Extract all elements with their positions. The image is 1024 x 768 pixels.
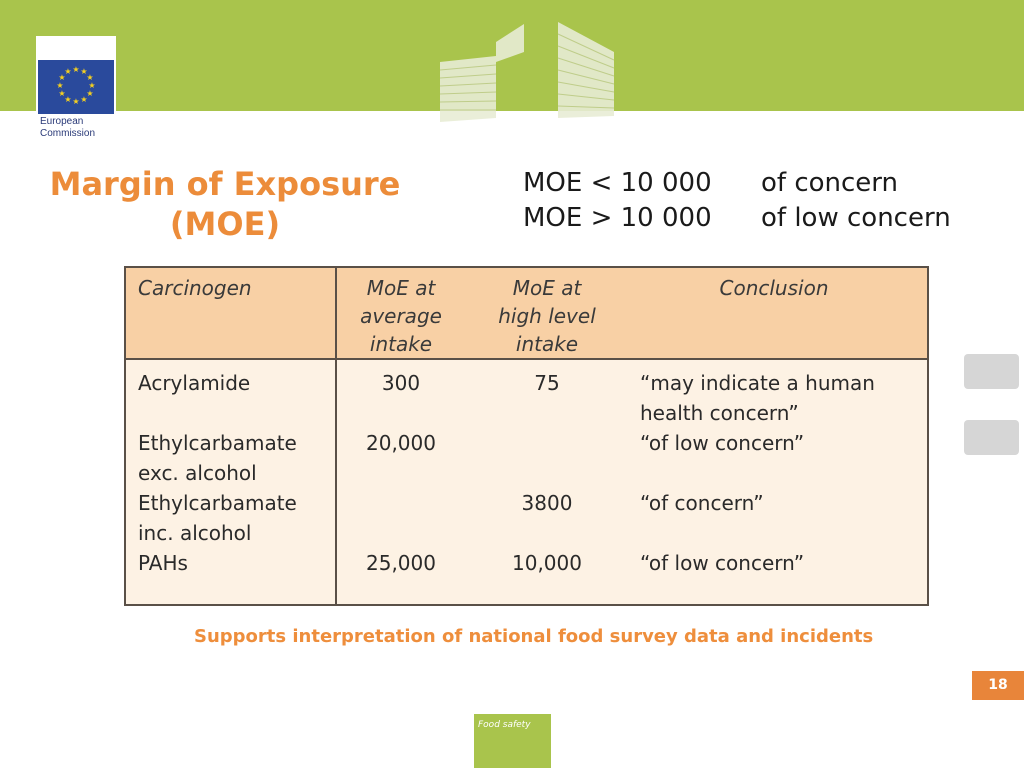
slide-title — [30, 164, 420, 244]
criteria-row — [523, 166, 951, 201]
berlaymont-building-icon — [436, 22, 618, 148]
table-cell-conclusion: health concern” — [640, 401, 799, 425]
table-cell-high: 75 — [534, 371, 560, 395]
table-caption: Supports interpretation of national food survey data and incidents — [194, 626, 874, 647]
table-cell-conclusion: “may indicate a human — [640, 371, 875, 395]
criteria-meaning: of concern — [761, 168, 899, 198]
criteria-row — [523, 201, 951, 236]
table-cell-name: Ethylcarbamate — [138, 431, 297, 455]
table-cell-name: Acrylamide — [138, 371, 251, 395]
header-line: high level — [498, 304, 596, 328]
table-cell-name: Ethylcarbamate — [138, 491, 297, 515]
eu-flag-icon — [38, 60, 114, 114]
svg-text:★: ★ — [86, 89, 94, 98]
side-nav-tab[interactable] — [964, 354, 1019, 389]
header-line: average — [360, 304, 442, 328]
header-moe-average — [348, 274, 454, 358]
svg-text:★: ★ — [80, 67, 88, 76]
header-line: MoE at — [366, 276, 436, 300]
table-cell-avg: 300 — [381, 371, 421, 395]
moe-criteria — [523, 166, 951, 236]
criteria-meaning: of low concern — [761, 203, 951, 233]
header-moe-high — [482, 274, 612, 358]
table-cell-conclusion: “of low concern” — [640, 551, 805, 575]
page-number: 18 — [972, 671, 1024, 700]
logo-line-1: European — [40, 116, 84, 127]
header-carcinogen: Carcinogen — [138, 276, 252, 300]
title-line-2: (MOE) — [169, 205, 281, 243]
side-nav-tab[interactable] — [964, 420, 1019, 455]
table-cell-avg: 25,000 — [366, 551, 436, 575]
svg-text:★: ★ — [64, 95, 72, 104]
table-cell-conclusion: “of low concern” — [640, 431, 805, 455]
table-cell-high: 3800 — [521, 491, 573, 515]
criteria-rule: MOE < 10 000 — [523, 168, 712, 198]
svg-text:★: ★ — [58, 73, 66, 82]
title-line-1: Margin of Exposure — [49, 165, 401, 203]
column-divider — [335, 268, 337, 604]
table-cell-name: PAHs — [138, 551, 188, 575]
table-cell-avg: 20,000 — [366, 431, 436, 455]
criteria-rule: MOE > 10 000 — [523, 203, 712, 233]
table-cell-high: 10,000 — [512, 551, 582, 575]
svg-text:★: ★ — [72, 97, 80, 106]
svg-text:★: ★ — [86, 73, 94, 82]
svg-text:★: ★ — [58, 89, 66, 98]
svg-text:★: ★ — [72, 65, 80, 74]
header-conclusion: Conclusion — [719, 276, 829, 300]
svg-text:★: ★ — [56, 81, 64, 90]
header-line: intake — [369, 332, 433, 356]
table-cell-name: exc. alcohol — [138, 461, 257, 485]
header-line: intake — [515, 332, 579, 356]
footer-label: Food safety — [478, 720, 531, 730]
table-cell-conclusion: “of concern” — [640, 491, 764, 515]
svg-text:★: ★ — [64, 67, 72, 76]
logo-line-2: Commission — [40, 128, 96, 139]
logo-text — [40, 116, 95, 140]
table-cell-name: inc. alcohol — [138, 521, 252, 545]
header-line: MoE at — [512, 276, 582, 300]
moe-table — [124, 266, 929, 606]
svg-text:★: ★ — [88, 81, 96, 90]
svg-text:★: ★ — [80, 95, 88, 104]
